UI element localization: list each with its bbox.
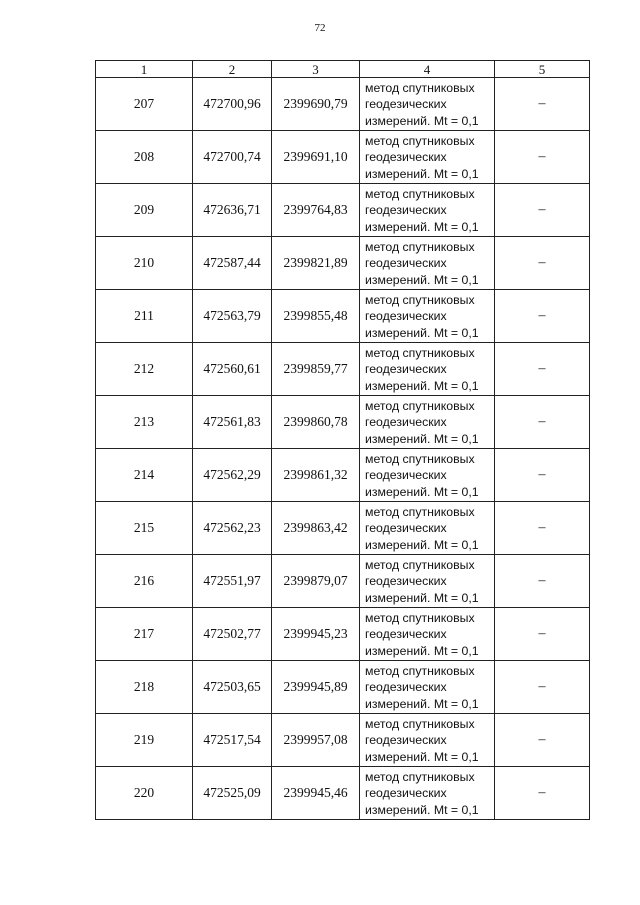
method-line: геодезических (365, 309, 447, 323)
method-line: метод спутниковых (365, 186, 475, 201)
table-row (96, 767, 590, 820)
coordinate-y: 2399860,78 (272, 396, 360, 449)
point-number: 209 (96, 184, 193, 237)
coordinate-y: 2399691,10 (272, 131, 360, 184)
method-description (360, 608, 495, 661)
note-dash: – (495, 131, 590, 184)
method-line: метод спутниковых (365, 769, 475, 784)
page-number: 72 (314, 22, 326, 34)
method-line: измерений. Mt = 0,1 (365, 537, 479, 552)
point-number: 215 (96, 502, 193, 555)
note-dash: – (495, 502, 590, 555)
method-line: метод спутниковых (365, 504, 475, 519)
method-line: измерений. Mt = 0,1 (365, 749, 479, 764)
note-dash: – (495, 608, 590, 661)
method-description (360, 78, 495, 131)
coordinate-y: 2399957,08 (272, 714, 360, 767)
column-header-5: 5 (495, 61, 590, 78)
method-line: геодезических (365, 256, 447, 270)
table-row (96, 396, 590, 449)
method-line: геодезических (365, 415, 447, 429)
coordinate-y: 2399945,46 (272, 767, 360, 820)
method-line: измерений. Mt = 0,1 (365, 484, 479, 499)
column-header-2: 2 (193, 61, 272, 78)
coordinate-x: 472560,61 (193, 343, 272, 396)
method-description (360, 714, 495, 767)
method-line: измерений. Mt = 0,1 (365, 219, 479, 234)
method-line: измерений. Mt = 0,1 (365, 590, 479, 605)
point-number: 220 (96, 767, 193, 820)
method-line: измерений. Mt = 0,1 (365, 378, 479, 393)
table-row (96, 343, 590, 396)
method-description (360, 290, 495, 343)
table-row (96, 661, 590, 714)
method-description (360, 449, 495, 502)
method-description (360, 343, 495, 396)
coordinate-x: 472562,29 (193, 449, 272, 502)
method-line: метод спутниковых (365, 398, 475, 413)
method-line: геодезических (365, 97, 447, 111)
coordinate-x: 472587,44 (193, 237, 272, 290)
method-line: метод спутниковых (365, 239, 475, 254)
table-row (96, 131, 590, 184)
table-row (96, 555, 590, 608)
coordinate-x: 472503,65 (193, 661, 272, 714)
method-description (360, 131, 495, 184)
method-line: измерений. Mt = 0,1 (365, 113, 479, 128)
method-line: геодезических (365, 521, 447, 535)
coordinate-x: 472700,74 (193, 131, 272, 184)
coordinate-y: 2399764,83 (272, 184, 360, 237)
table-row (96, 714, 590, 767)
coordinates-table (95, 60, 590, 820)
method-line: геодезических (365, 733, 447, 747)
point-number: 212 (96, 343, 193, 396)
coordinate-x: 472562,23 (193, 502, 272, 555)
method-description (360, 237, 495, 290)
method-line: геодезических (365, 203, 447, 217)
note-dash: – (495, 767, 590, 820)
note-dash: – (495, 661, 590, 714)
point-number: 216 (96, 555, 193, 608)
coordinate-x: 472551,97 (193, 555, 272, 608)
method-line: метод спутниковых (365, 557, 475, 572)
method-line: геодезических (365, 468, 447, 482)
note-dash: – (495, 555, 590, 608)
point-number: 213 (96, 396, 193, 449)
method-line: метод спутниковых (365, 663, 475, 678)
coordinate-x: 472517,54 (193, 714, 272, 767)
header-row (96, 61, 590, 78)
method-line: геодезических (365, 150, 447, 164)
point-number: 214 (96, 449, 193, 502)
coordinate-x: 472502,77 (193, 608, 272, 661)
point-number: 219 (96, 714, 193, 767)
method-line: геодезических (365, 680, 447, 694)
column-header-3: 3 (272, 61, 360, 78)
coordinate-x: 472636,71 (193, 184, 272, 237)
coordinate-y: 2399690,79 (272, 78, 360, 131)
method-description (360, 661, 495, 714)
point-number: 217 (96, 608, 193, 661)
point-number: 208 (96, 131, 193, 184)
table-row (96, 184, 590, 237)
coordinate-y: 2399879,07 (272, 555, 360, 608)
note-dash: – (495, 78, 590, 131)
method-description (360, 502, 495, 555)
coordinate-x: 472700,96 (193, 78, 272, 131)
note-dash: – (495, 184, 590, 237)
note-dash: – (495, 290, 590, 343)
method-line: геодезических (365, 574, 447, 588)
method-line: метод спутниковых (365, 80, 475, 95)
point-number: 211 (96, 290, 193, 343)
table-row (96, 449, 590, 502)
coordinate-x: 472563,79 (193, 290, 272, 343)
note-dash: – (495, 343, 590, 396)
coordinate-x: 472561,83 (193, 396, 272, 449)
table-row (96, 237, 590, 290)
method-description (360, 767, 495, 820)
note-dash: – (495, 714, 590, 767)
note-dash: – (495, 396, 590, 449)
note-dash: – (495, 237, 590, 290)
coordinate-y: 2399821,89 (272, 237, 360, 290)
point-number: 218 (96, 661, 193, 714)
column-header-1: 1 (96, 61, 193, 78)
coordinate-y: 2399945,89 (272, 661, 360, 714)
coordinate-y: 2399855,48 (272, 290, 360, 343)
note-dash: – (495, 449, 590, 502)
method-line: метод спутниковых (365, 292, 475, 307)
coordinate-y: 2399945,23 (272, 608, 360, 661)
method-line: метод спутниковых (365, 716, 475, 731)
method-description (360, 396, 495, 449)
table-row (96, 608, 590, 661)
point-number: 210 (96, 237, 193, 290)
method-line: измерений. Mt = 0,1 (365, 802, 479, 817)
method-description (360, 184, 495, 237)
method-line: измерений. Mt = 0,1 (365, 696, 479, 711)
method-line: измерений. Mt = 0,1 (365, 166, 479, 181)
method-line: измерений. Mt = 0,1 (365, 431, 479, 446)
method-line: геодезических (365, 786, 447, 800)
method-line: метод спутниковых (365, 133, 475, 148)
method-description (360, 555, 495, 608)
column-header-4: 4 (360, 61, 495, 78)
method-line: измерений. Mt = 0,1 (365, 643, 479, 658)
method-line: измерений. Mt = 0,1 (365, 325, 479, 340)
method-line: метод спутниковых (365, 610, 475, 625)
coordinate-y: 2399859,77 (272, 343, 360, 396)
method-line: геодезических (365, 362, 447, 376)
method-line: метод спутниковых (365, 345, 475, 360)
method-line: метод спутниковых (365, 451, 475, 466)
table-body (96, 78, 590, 820)
coordinate-y: 2399861,32 (272, 449, 360, 502)
table-row (96, 502, 590, 555)
table-row (96, 78, 590, 131)
point-number: 207 (96, 78, 193, 131)
method-line: геодезических (365, 627, 447, 641)
method-line: измерений. Mt = 0,1 (365, 272, 479, 287)
coordinate-y: 2399863,42 (272, 502, 360, 555)
table-row (96, 290, 590, 343)
coordinate-x: 472525,09 (193, 767, 272, 820)
